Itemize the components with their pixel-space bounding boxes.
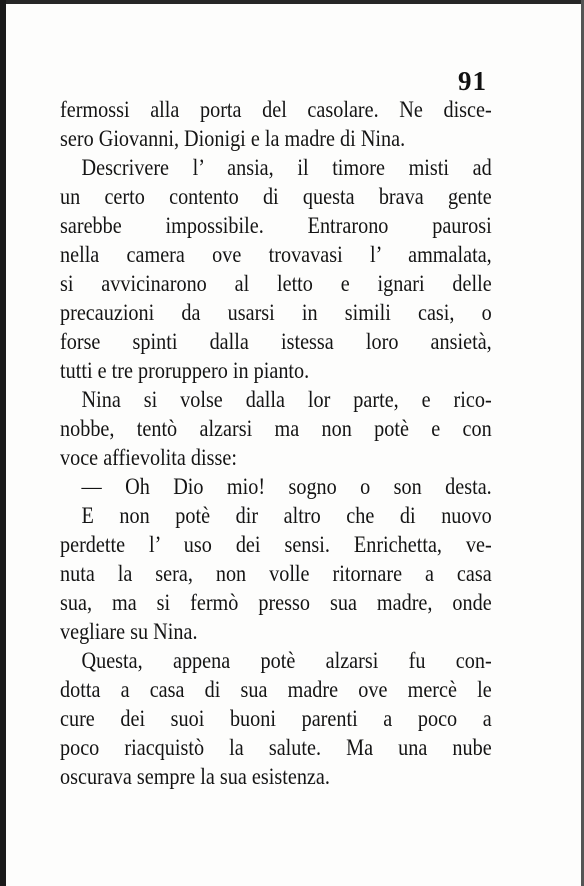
- text-line: oscurava sempre la sua esistenza.: [60, 764, 330, 790]
- text-line: nuta la sera, non volle ritornare a casa: [60, 561, 492, 587]
- text-line: forse spinti dalla istessa loro ansietà,: [60, 329, 492, 355]
- text-line: si avvicinarono al letto e ignari delle: [60, 271, 492, 297]
- text-line: fermossi alla porta del casolare. Ne disce-: [60, 97, 492, 123]
- text-line: Nina si volse dalla lor parte, e rico-: [81, 387, 492, 413]
- text-line: E non potè dir altro che di nuovo: [81, 503, 492, 529]
- text-line: Descrivere l’ ansia, il timore misti ad: [81, 155, 492, 181]
- text-line: Questa, appena potè alzarsi fu con-: [81, 648, 492, 674]
- text-line: sero Giovanni, Dionigi e la madre di Nina.: [60, 126, 406, 152]
- text-line: voce affievolita disse:: [60, 445, 237, 471]
- text-line: un certo contento di questa brava gente: [60, 184, 492, 210]
- scan-border-left: [0, 0, 6, 886]
- text-line: dotta a casa di sua madre ove mercè le: [60, 677, 492, 703]
- text-line: vegliare su Nina.: [60, 619, 198, 645]
- text-line: perdette l’ uso dei sensi. Enrichetta, ve-: [60, 532, 492, 558]
- text-line: tutti e tre proruppero in pianto.: [60, 358, 310, 384]
- text-line: nella camera ove trovavasi l’ ammalata,: [60, 242, 492, 268]
- text-line: cure dei suoi buoni parenti a poco a: [60, 706, 492, 732]
- text-line: nobbe, tentò alzarsi ma non potè e con: [60, 416, 492, 442]
- page-number: 91: [458, 66, 487, 96]
- text-line: poco riacquistò la salute. Ma una nube: [60, 735, 492, 761]
- scan-border-top: [0, 0, 584, 4]
- text-line: sarebbe impossibile. Entrarono paurosi: [60, 213, 492, 239]
- text-line: sua, ma si fermò presso sua madre, onde: [60, 590, 492, 616]
- text-line: precauzioni da usarsi in simili casi, o: [60, 300, 492, 326]
- text-line: — Oh Dio mio! sogno o son desta.: [81, 474, 492, 500]
- body-text: [60, 96, 492, 792]
